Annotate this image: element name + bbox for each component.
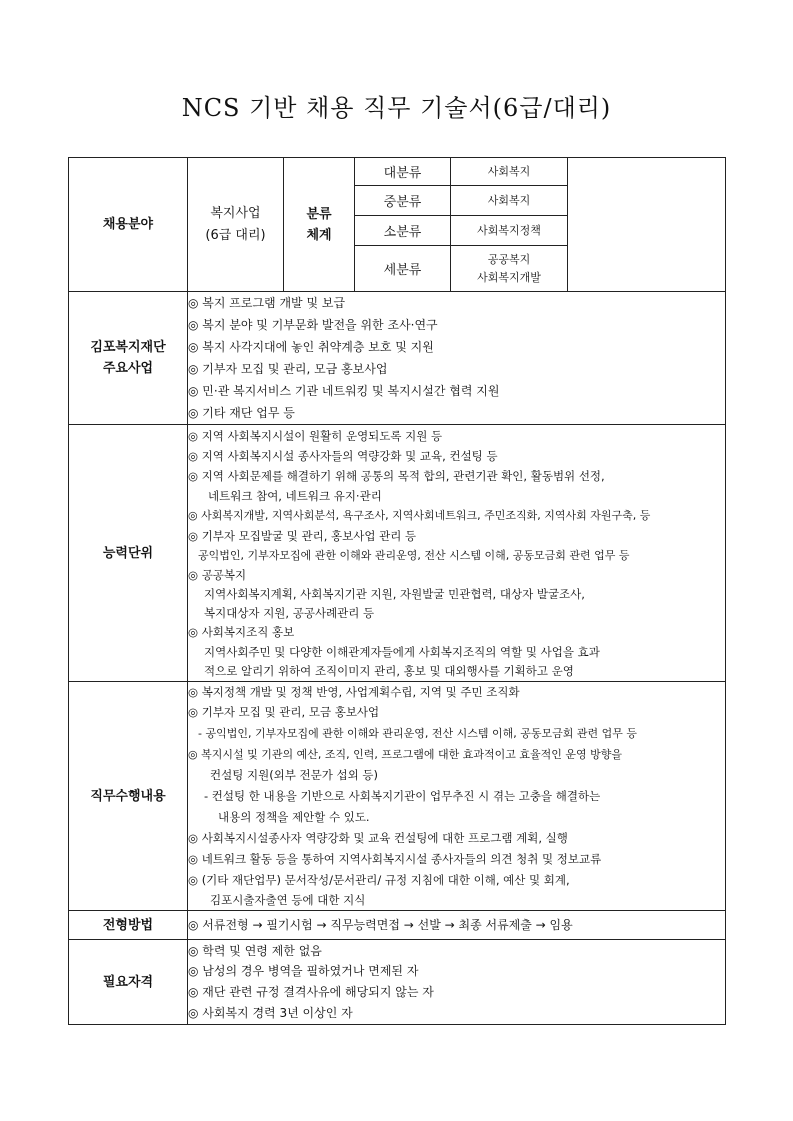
category-value-2: 사회복지개발: [477, 270, 541, 284]
list-item: ◎ 기부자 모집 및 관리, 모금 홍보사업: [188, 362, 388, 376]
category-value: 사회복지: [451, 158, 568, 186]
list-item: ◎ 남성의 경우 병역을 필하였거나 면제된 자: [188, 964, 419, 978]
selection-label: 전형방법: [102, 917, 154, 933]
category-value: 사회복지: [451, 186, 568, 216]
category-label: 중분류: [355, 186, 451, 216]
duties-row: [69, 682, 726, 911]
list-item: ◎ 복지 프로그램 개발 및 보급: [188, 296, 346, 310]
list-item: ◎ 사회복지개발, 지역사회분석, 욕구조사, 지역사회네트워크, 주민조직화, 지역사회 자원구축, 등: [188, 508, 651, 522]
category-value: 공공복지: [487, 252, 531, 266]
duties-items: [188, 682, 726, 911]
ability-items: [188, 425, 726, 682]
list-item: - 공익법인, 기부자모집에 관한 이해와 관리운영, 전산 시스템 이해, 공동모금회 관련 업무 등: [198, 726, 637, 740]
main-business-items: [188, 292, 726, 425]
qualification-items: [188, 940, 726, 1025]
list-item: 지역사회주민 및 다양한 이해관계자들에게 사회복지조직의 역할 및 사업을 효과: [204, 644, 600, 659]
list-item: 네트워크 참여, 네트워크 유지·관리: [208, 488, 382, 503]
list-item: - 컨설팅 한 내용을 기반으로 사회복지기관이 업무추진 시 겪는 고충을 해결하는: [204, 788, 601, 803]
list-item: ◎ 사회복지 경력 3년 이상인 자: [188, 1006, 353, 1020]
list-item: 컨설팅 지원(외부 전문가 섭외 등): [210, 767, 379, 782]
main-business-row: [69, 292, 726, 425]
job-grade: (6급 대리): [205, 227, 266, 243]
list-item: ◎ 기타 재단 업무 등: [188, 406, 295, 420]
ability-label: 능력단위: [102, 545, 154, 561]
qualification-row: [69, 940, 726, 1025]
list-item: ◎ 지역 사회복지시설 종사자들의 역량강화 및 교육, 컨설팅 등: [188, 448, 498, 463]
system-label-cell: [284, 158, 355, 292]
list-item: ◎ 복지정책 개발 및 정책 반영, 사업계획수립, 지역 및 주민 조직화: [188, 684, 520, 699]
main-business-label-2: 주요사업: [102, 361, 154, 376]
list-item: ◎ 지역 사회문제를 해결하기 위해 공통의 목적 합의, 관련기관 확인, 활동범위 선정,: [188, 468, 605, 483]
list-item: ◎ (기타 재단업무) 문서작성/문서관리/ 규정 지침에 대한 이해, 예산 및 회계,: [188, 872, 570, 887]
list-item: ◎ 복지 분야 및 기부문화 발전을 위한 조사·연구: [188, 318, 438, 332]
selection-label-cell: [69, 911, 188, 940]
document-title: NCS 기반 채용 직무 기술서(6급/대리): [181, 94, 612, 122]
list-item: 내용의 정책을 제안할 수 있도.: [218, 809, 370, 824]
category-value: 사회복지정책: [451, 216, 568, 246]
list-item: 김포시출자출연 등에 대한 지식: [210, 892, 366, 907]
list-item: 복지대상자 지원, 공공사례관리 등: [204, 605, 375, 620]
list-item: ◎ 복지시설 및 기관의 예산, 조직, 인력, 프로그램에 대한 효과적이고 효율적인 운영 방향을: [188, 747, 622, 761]
system-label-1: 분류: [306, 206, 332, 222]
job-description-table: [68, 157, 726, 1025]
main-business-label-1: 김포복지재단: [90, 340, 166, 355]
list-item: ◎ 지역 사회복지시설이 원활히 운영되도록 지원 등: [188, 428, 443, 443]
category-label: 대분류: [355, 158, 451, 186]
list-item: ◎ 민·관 복지서비스 기관 네트워킹 및 복지시설간 협력 지원: [188, 384, 500, 398]
list-item: 공익법인, 기부자모집에 관한 이해와 관리운영, 전산 시스템 이해, 공동모금회 관련 업무 등: [198, 548, 630, 562]
list-item: ◎ 기부자 모집 및 관리, 모금 홍보사업: [188, 704, 380, 719]
list-item: 지역사회복지계획, 사회복지기관 지원, 자원발굴 민관협력, 대상자 발굴조사,: [204, 586, 585, 601]
qualification-label: 필요자격: [102, 974, 154, 990]
field-label-cell: [69, 158, 188, 292]
list-item: ◎ 사회복지조직 홍보: [188, 624, 295, 639]
job-name-cell: [188, 158, 284, 292]
qualification-label-cell: [69, 940, 188, 1025]
category-value-multi: [451, 246, 568, 292]
duties-label-cell: [69, 682, 188, 911]
ability-row: [69, 425, 726, 682]
job-name: 복지사업: [210, 205, 261, 221]
list-item: ◎ 공공복지: [188, 567, 247, 582]
list-item: ◎ 학력 및 연령 제한 없음: [188, 944, 322, 958]
selection-row: [69, 911, 726, 940]
category-label: 소분류: [355, 216, 451, 246]
list-item: ◎ 복지 사각지대에 놓인 취약계층 보호 및 지원: [188, 340, 434, 354]
list-item: ◎ 기부자 모집발굴 및 관리, 홍보사업 관리 등: [188, 528, 417, 543]
field-label: 채용분야: [102, 217, 154, 232]
system-label-2: 체계: [306, 227, 332, 243]
classification-row-1: [69, 158, 726, 186]
ability-label-cell: [69, 425, 188, 682]
selection-text: ◎ 서류전형 → 필기시험 → 직무능력면접 → 선발 → 최종 서류제출 → 임용: [188, 918, 573, 932]
list-item: ◎ 재단 관련 규정 결격사유에 해당되지 않는 자: [188, 985, 434, 999]
duties-label: 직무수행내용: [90, 788, 166, 804]
category-label: 세분류: [355, 246, 451, 292]
list-item: 적으로 알리기 위하여 조직이미지 관리, 홍보 및 대외행사를 기획하고 운영: [204, 663, 574, 678]
list-item: ◎ 사회복지시설종사자 역량강화 및 교육 컨설팅에 대한 프로그램 계획, 실행: [188, 830, 568, 845]
main-business-label-cell: [69, 292, 188, 425]
list-item: ◎ 네트워크 활동 등을 통하여 지역사회복지시설 종사자들의 의견 청취 및 정보교류: [188, 851, 602, 866]
empty-cell: [568, 158, 726, 292]
selection-cell: [188, 911, 726, 940]
